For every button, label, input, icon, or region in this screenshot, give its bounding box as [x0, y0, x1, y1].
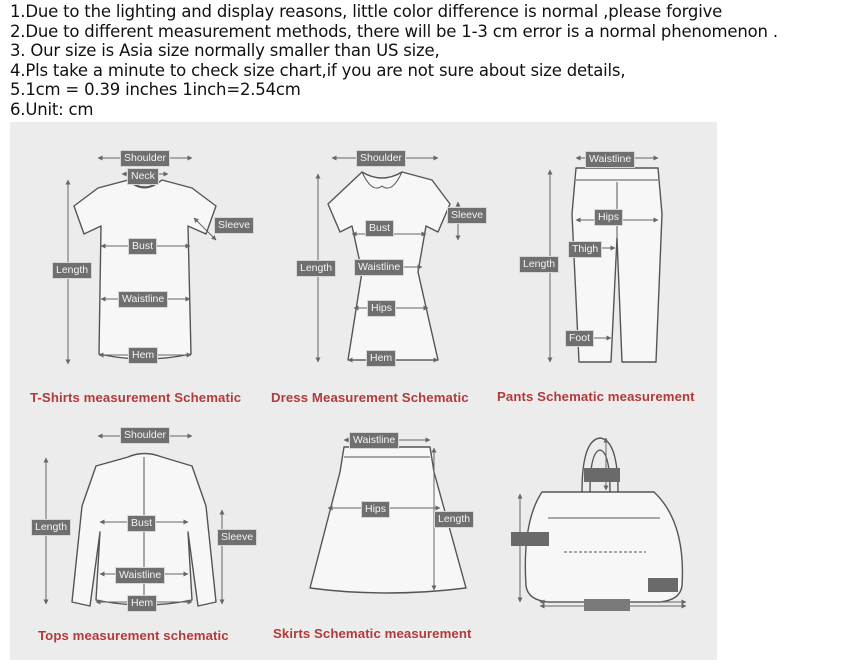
note-6: 6.Unit: cm — [10, 99, 94, 119]
tops-shoulder-label: Shoulder — [121, 428, 169, 443]
notes — [10, 2, 840, 119]
tshirt-neck-label: Neck — [128, 169, 158, 184]
pants-foot-label: Foot — [566, 331, 593, 346]
skirt-hips-label: Hips — [362, 502, 389, 517]
tshirt-hem-label: Hem — [129, 348, 157, 363]
pants-thigh-label: Thigh — [569, 242, 601, 257]
tops-hem-label: Hem — [128, 596, 156, 611]
bag-height-label — [511, 532, 549, 546]
skirt-caption: Skirts Schematic measurement — [273, 626, 472, 641]
tops-bust-label: Bust — [128, 516, 155, 531]
dress-shoulder-label: Shoulder — [357, 151, 405, 166]
skirt-waistline-label: Waistline — [350, 433, 398, 448]
pants-waistline-label: Waistline — [586, 152, 634, 167]
dress-caption: Dress Measurement Schematic — [271, 390, 469, 405]
tshirt-caption: T-Shirts measurement Schematic — [30, 390, 242, 405]
pants-caption: Pants Schematic measurement — [497, 389, 695, 404]
note-4: 4.Pls take a minute to check size chart,if you are not sure about size details, — [10, 60, 626, 80]
dress-hips-label: Hips — [368, 301, 395, 316]
dress-length-label: Length — [297, 261, 335, 276]
pants-length-label: Length — [520, 257, 558, 272]
tops-sleeve-label: Sleeve — [218, 530, 256, 545]
dress-waistline-label: Waistline — [355, 260, 403, 275]
bag-width-label — [584, 599, 630, 611]
note-5: 5.1cm = 0.39 inches 1inch=2.54cm — [10, 80, 301, 99]
tops-caption: Tops measurement schematic — [38, 628, 229, 643]
dress-bust-label: Bust — [366, 221, 393, 236]
tops-length-label: Length — [32, 520, 70, 535]
bag-depth-label — [648, 578, 678, 592]
dress-sleeve-label: Sleeve — [448, 208, 486, 223]
tshirt-shoulder-label: Shoulder — [121, 151, 169, 166]
note-1: 1.Due to the lighting and display reasons, little color difference is normal ,please forgive — [10, 2, 723, 21]
bag-handle-height-label — [584, 468, 620, 482]
note-2: 2.Due to different measurement methods, there will be 1-3 cm error is a normal phenomenon . — [10, 21, 778, 41]
size-schematic-panel — [10, 122, 717, 660]
dress-hem-label: Hem — [367, 351, 395, 366]
tshirt-sleeve-label: Sleeve — [215, 218, 253, 233]
tshirt-length-label: Length — [53, 263, 91, 278]
pants-hips-label: Hips — [595, 210, 622, 225]
skirt-length-label: Length — [435, 512, 473, 527]
tops-waistline-label: Waistline — [116, 568, 164, 583]
tshirt-drawing — [74, 180, 216, 359]
tshirt-bust-label: Bust — [129, 239, 156, 254]
bag-handle — [582, 438, 618, 492]
tshirt-waistline-label: Waistline — [119, 292, 167, 307]
note-3: 3. Our size is Asia size normally smaller than US size, — [10, 41, 440, 60]
